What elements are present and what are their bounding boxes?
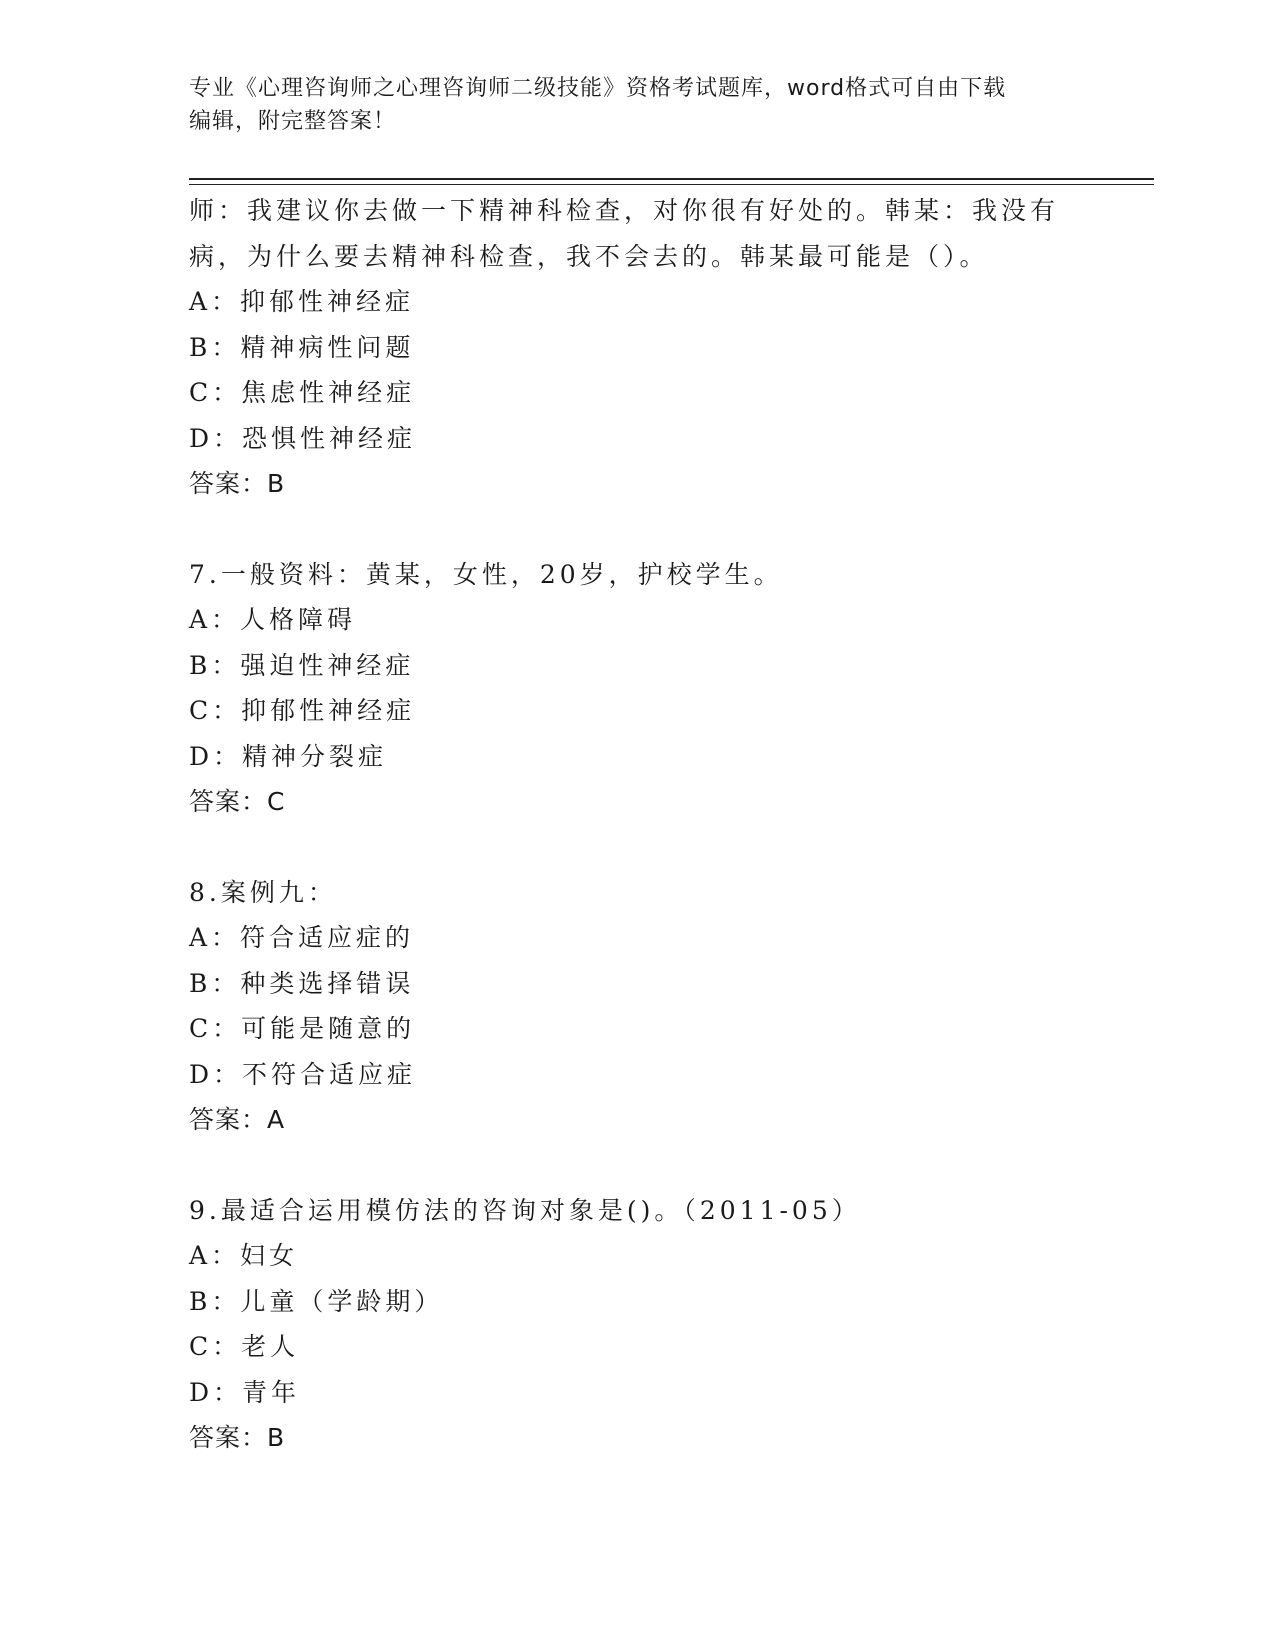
header-divider-thin: [189, 184, 1154, 185]
option-d: D：青年: [189, 1377, 301, 1407]
question-8: [189, 870, 1089, 1143]
option-d: D：恐惧性神经症: [189, 423, 417, 453]
option-c: C：抑郁性神经症: [189, 696, 416, 725]
option-b: B：儿童（学龄期）: [189, 1286, 444, 1316]
option-b: B：种类选择错误: [189, 968, 415, 998]
option-a: A：妇女: [189, 1241, 299, 1270]
answer: 答案：B: [189, 469, 286, 498]
question-text: 9.最适合运用模仿法的咨询对象是()。（2011-05）: [189, 1195, 861, 1225]
question-6: [189, 188, 1089, 507]
spacer: [189, 507, 1089, 552]
question-9: [189, 1188, 1089, 1461]
question-text: 病，为什么要去精神科检查，我不会去的。韩某最可能是（）。: [189, 241, 989, 271]
question-text: 7.一般资料：黄某，女性，20岁，护校学生。: [189, 559, 783, 589]
question-text: 师：我建议你去做一下精神科检查，对你很有好处的。韩某：我没有: [189, 196, 1060, 225]
option-c: C：可能是随意的: [189, 1014, 416, 1043]
option-a: A：符合适应症的: [189, 923, 415, 952]
answer: 答案：B: [189, 1423, 286, 1452]
option-d: D：不符合适应症: [189, 1059, 417, 1089]
option-b: B：精神病性问题: [189, 332, 415, 362]
option-b: B：强迫性神经症: [189, 650, 415, 680]
header-divider-thick: [189, 178, 1154, 180]
spacer: [189, 1143, 1089, 1188]
header-line-1: 专业《心理咨询师之心理咨询师二级技能》资格考试题库，word格式可自由下载: [189, 76, 1007, 101]
answer: 答案：C: [189, 787, 286, 816]
option-c: C：焦虑性神经症: [189, 378, 416, 407]
option-a: A：人格障碍: [189, 605, 357, 634]
question-7: [189, 552, 1089, 825]
spacer: [189, 825, 1089, 870]
question-list: [189, 188, 1089, 1461]
answer: 答案：A: [189, 1105, 286, 1134]
question-text: 8.案例九：: [189, 877, 337, 907]
option-c: C：老人: [189, 1332, 300, 1361]
option-a: A：抑郁性神经症: [189, 287, 415, 316]
document-header: [189, 72, 1089, 138]
header-line-2: 编辑，附完整答案！: [189, 109, 397, 134]
option-d: D：精神分裂症: [189, 741, 388, 771]
